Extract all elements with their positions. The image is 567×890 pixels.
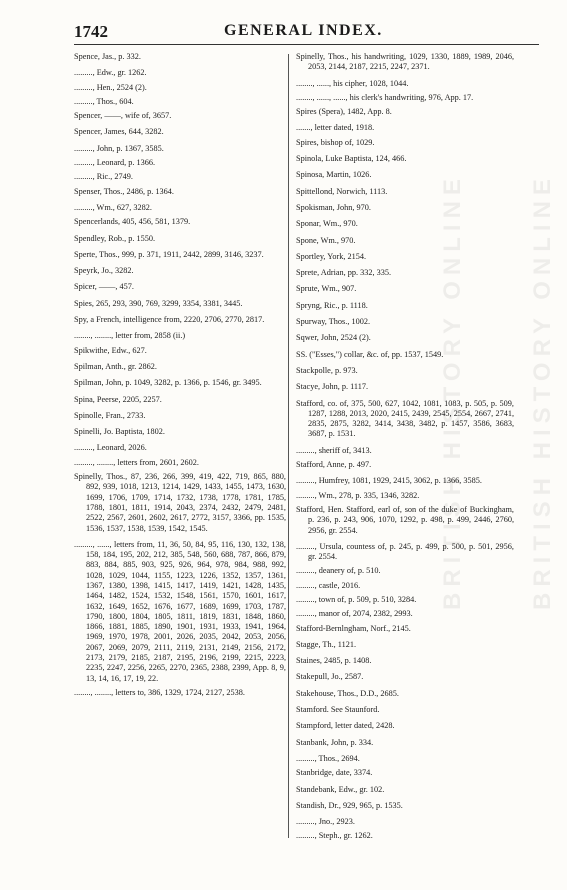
index-entry: ........., Thos., 604. bbox=[74, 96, 134, 106]
index-entry: Spilman, Anth., gr. 2862. bbox=[74, 361, 157, 371]
index-entry: ......., letter dated, 1918. bbox=[296, 123, 375, 133]
index-entry: Spinolle, Fran., 2733. bbox=[74, 410, 146, 420]
index-entry: Sprete, Adrian, pp. 332, 335. bbox=[296, 268, 392, 278]
index-entry: ........., castle, 2016. bbox=[296, 580, 361, 590]
index-entry: Sperte, Thos., 999, p. 371, 1911, 2442, 2899, 3146, 3237. bbox=[74, 249, 264, 259]
index-entry: Stafford-Bernlngham, Norf., 2145. bbox=[296, 623, 411, 633]
index-entry: Stakehouse, Thos., D.D., 2685. bbox=[296, 688, 399, 698]
index-entry: ........., Wm., 627, 3282. bbox=[74, 202, 152, 212]
index-entry: Spina, Peerse, 2205, 2257. bbox=[74, 394, 162, 404]
index-column-right bbox=[296, 52, 514, 846]
index-entry: Spittellond, Norwich, 1113. bbox=[296, 186, 388, 196]
index-entry: Stakepull, Jo., 2587. bbox=[296, 672, 364, 682]
index-entry: Spone, Wm., 970. bbox=[296, 235, 356, 245]
index-entry: Spendley, Rob., p. 1550. bbox=[74, 233, 156, 243]
svg-text:BRITISH HISTORY ONLINE: BRITISH HISTORY ONLINE bbox=[529, 173, 556, 610]
index-entry: Spinola, Luke Baptista, 124, 466. bbox=[296, 154, 407, 164]
index-entry: ........, ........, letters to, 386, 1329, 1724, 2127, 2538. bbox=[74, 687, 245, 697]
index-entry: Speyrk, Jo., 3282. bbox=[74, 266, 134, 276]
index-entry: Spencer, ——, wife of, 3657. bbox=[74, 111, 172, 121]
index-entry: ........, ........, letter from, 2858 (ii.) bbox=[74, 331, 186, 341]
index-entry: Spilman, John, p. 1049, 3282, p. 1366, p. 1546, gr. 3495. bbox=[74, 378, 262, 388]
index-entry: ........., manor of, 2074, 2382, 2993. bbox=[296, 609, 413, 619]
index-entry: Spencer, James, 644, 3282. bbox=[74, 127, 164, 137]
index-entry: Spinelly, Thos., 87, 236, 266, 399, 419, 422, 719, 865, 880, 892, 939, 1018, 1213, 1214, 1429, 1433, 1455, 1473, 1630, 1699, 1706, 1709, 1714, 1732, 1738, 1778, 1781, 1785, 1788, 1801, 1811, 1914, 2043, 2374, 2432, 2479, 2481, 2522, 2567, 2601, 2602, 2617, 2772, 3157, 3366, pp. 1535, 1536, 1537, 1538, 1539, 1542, 1545. bbox=[74, 472, 286, 533]
index-entry: Stacye, John, p. 1117. bbox=[296, 382, 369, 392]
index-entry: SS. ("Esses,") collar, &c. of, pp. 1537, 1549. bbox=[296, 349, 444, 359]
index-entry: Spires (Spera), 1482, App. 8. bbox=[296, 107, 392, 117]
index-entry: Spinosa, Martin, 1026. bbox=[296, 170, 372, 180]
index-entry: ........., Hen., 2524 (2). bbox=[74, 82, 147, 92]
index-entry: ........., Leonard, p. 1366. bbox=[74, 158, 156, 168]
index-entry: Stanbridge, date, 3374. bbox=[296, 768, 373, 778]
index-entry: Staines, 2485, p. 1408. bbox=[296, 656, 372, 666]
index-entry: ........., Steph., gr. 1262. bbox=[296, 831, 373, 841]
index-entry: Spinelly, Thos., his handwriting, 1029, 1330, 1889, 1989, 2046, 2053, 2144, 2187, 2215, 2247, 2371. bbox=[296, 52, 514, 72]
index-entry: ........., ........, letters from, 2601, 2602. bbox=[74, 457, 199, 467]
index-entry: Spryng, Ric., p. 1118. bbox=[296, 300, 368, 310]
index-entry: Spires, bishop of, 1029. bbox=[296, 137, 375, 147]
index-entry: Stafford, Anne, p. 497. bbox=[296, 460, 372, 470]
svg-text:BRITISH HISTORY ONLINE: BRITISH HISTORY ONLINE bbox=[439, 173, 466, 610]
index-entry: ........., Humfrey, 1081, 1929, 2415, 3062, p. 1366, 3585. bbox=[296, 476, 482, 486]
index-entry: Stackpolle, p. 973. bbox=[296, 365, 358, 375]
index-entry: ........., sheriff of, 3413. bbox=[296, 445, 372, 455]
index-entry: Stampford, letter dated, 2428. bbox=[296, 721, 395, 731]
index-entry: Stamford. See Staunford. bbox=[296, 705, 380, 715]
page-title: GENERAL INDEX. bbox=[224, 22, 383, 39]
index-entry: ........, ......, ......, his clerk's handwriting, 976, App. 17. bbox=[296, 92, 474, 102]
index-entry: Sqwer, John, 2524 (2). bbox=[296, 333, 371, 343]
index-entry: Stagge, Th., 1121. bbox=[296, 639, 357, 649]
index-entry: ........., Leonard, 2026. bbox=[74, 443, 147, 453]
index-entry: Spence, Jas., p. 332. bbox=[74, 52, 141, 61]
index-column-left bbox=[74, 52, 286, 702]
index-entry: Spikwithe, Edw., 627. bbox=[74, 345, 147, 355]
index-entry: Spokisman, John, 970. bbox=[296, 202, 371, 212]
index-entry: Spies, 265, 293, 390, 769, 3299, 3354, 3381, 3445. bbox=[74, 298, 243, 308]
index-entry: Spenser, Thos., 2486, p. 1364. bbox=[74, 186, 174, 196]
index-entry: ........., Wm., 278, p. 335, 1346, 3282. bbox=[296, 490, 420, 500]
index-entry: ........., Thos., 2694. bbox=[296, 753, 360, 763]
index-entry: ........, ......, his cipher, 1028, 1044. bbox=[296, 78, 409, 88]
index-entry: Spencerlands, 405, 456, 581, 1379. bbox=[74, 217, 191, 227]
index-entry: Stafford, Hen. Stafford, earl of, son of the duke of Buckingham, p. 236, p. 243, 906, 1070, 1292, p. 498, p. 499, 2446, 2760, 2956, gr. 2554. bbox=[296, 504, 514, 535]
index-entry: Stafford, co. of, 375, 500, 627, 1042, 1081, 1083, p. 505, p. 509, 1287, 1288, 2013, 2020, 2415, 2439, 2545, 2554, 2667, 2741, 2835, 2875, 3282, 3414, 3438, 3482, p. 1457, 3586, 3683, 3687, p. 1531. bbox=[296, 398, 514, 439]
index-entry: ........., John, p. 1367, 3585. bbox=[74, 143, 164, 153]
index-entry: ........., town of, p. 509, p. 510, 3284. bbox=[296, 594, 417, 604]
index-entry: Sponar, Wm., 970. bbox=[296, 219, 358, 229]
page-header bbox=[74, 22, 547, 46]
index-entry: Spicer, ——, 457. bbox=[74, 282, 134, 292]
index-entry: ........., Jno., 2923. bbox=[296, 817, 355, 827]
index-entry: Sportley, York, 2154. bbox=[296, 251, 367, 261]
index-entry: Standish, Dr., 929, 965, p. 1535. bbox=[296, 800, 403, 810]
index-entry: ........., Ursula, countess of, p. 245, p. 499, p. 500, p. 501, 2956, gr. 2554. bbox=[296, 541, 514, 562]
column-divider bbox=[288, 54, 289, 838]
header-rule bbox=[74, 44, 539, 45]
index-entry: Sprute, Wm., 907. bbox=[296, 284, 357, 294]
index-entry: Stanbank, John, p. 334. bbox=[296, 737, 374, 747]
page-number: 1742 bbox=[74, 22, 108, 41]
index-entry: ........., deanery of, p. 510. bbox=[296, 566, 381, 576]
index-entry: ........., Edw., gr. 1262. bbox=[74, 68, 147, 78]
index-entry: Spinelli, Jo. Baptista, 1802. bbox=[74, 427, 165, 437]
index-entry: Spurway, Thos., 1002. bbox=[296, 317, 371, 327]
index-entry: Spy, a French, intelligence from, 2220, 2706, 2770, 2817. bbox=[74, 315, 265, 325]
index-entry: Standebank, Edw., gr. 102. bbox=[296, 784, 385, 794]
index-entry: ........., Ric., 2749. bbox=[74, 172, 133, 182]
index-entry: ........., ......, letters from, 11, 36, 50, 84, 95, 116, 130, 132, 138, 158, 184, 195, 202, 212, 385, 548, 560, 688, 787, 866, 879, 883, 884, 885, 903, 925, 926, 964, 978, 984, 988, 992, 1028, 1029, 1044, 1155, 1223, 1226, 1352, 1357, 1361, 1367, 1380, 1398, 1415, 1417, 1419, 1421, 1428, 1435, 1464, 1482, 1524, 1532, 1548, 1561, 1570, 1601, 1617, 1632, 1649, 1652, 1676, 1677, 1689, 1699, 1703, 1787, 1790, 1800, 1804, 1805, 1811, 1819, 1831, 1848, 1860, 1866, 1881, 1885, 1890, 1901, 1931, 1933, 1941, 1964, 1969, 1970, 1978, 2001, 2026, 2035, 2042, 2053, 2056, 2067, 2069, 2079, 2111, 2119, 2131, 2149, 2156, 2172, 2173, 2179, 2185, 2187, 2195, 2196, 2199, 2215, 2223, 2235, 2247, 2256, 2265, 2270, 2365, 2388, 2399, App. 8, 9, 13, 14, 16, 17, 19, 22. bbox=[74, 539, 286, 683]
